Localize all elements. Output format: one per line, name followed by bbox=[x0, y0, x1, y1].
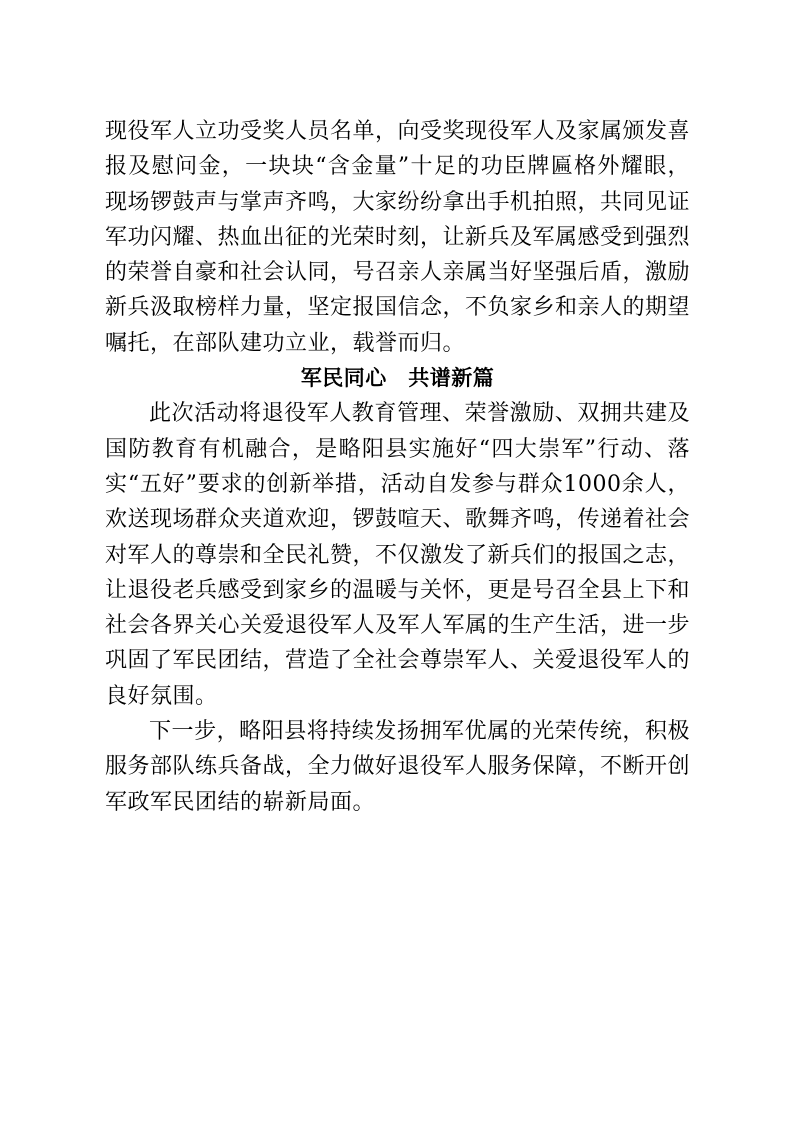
document-body bbox=[105, 114, 690, 820]
paragraph-next-steps: 下一步，略阳县将持续发扬拥军优属的光荣传统，积极服务部队练兵备战，全力做好退役军人服务保障，不断开创军政军民团结的崭新局面。 bbox=[105, 719, 691, 815]
paragraph-activity-summary: 此次活动将退役军人教育管理、荣誉激励、双拥共建及国防教育有机融合，是略阳县实施好“四大崇军”行动、落实“五好”要求的创新举措，活动自发参与群众1000余人，欢送现场群众夹道欢迎，锣鼓喧天、歌舞齐鸣，传递着社会对军人的尊崇和全民礼赞，不仅激发了新兵们的报国之志，让退役老兵感受到家乡的温暖与关怀，更是号召全县上下和社会各界关心关爱退役军人及军人军属的生产生活，进一步巩固了军民团结，营造了全社会尊崇军人、关爱退役军人的良好氛围。 bbox=[105, 401, 691, 709]
paragraph-continuation: 现役军人立功受奖人员名单，向受奖现役军人及家属颁发喜报及慰问金，一块块“含金量”十足的功臣牌匾格外耀眼，现场锣鼓声与掌声齐鸣，大家纷纷拿出手机拍照，共同见证军功闪耀、热血出征的光荣时刻，让新兵及军属感受到强烈的荣誉自豪和社会认同，号召亲人亲属当好坚强后盾，激励新兵汲取榜样力量，坚定报国信念，不负家乡和亲人的期望嘱托，在部队建功立业，载誉而归。 bbox=[105, 119, 691, 356]
section-heading: 军民同心 共谱新篇 bbox=[300, 366, 495, 391]
